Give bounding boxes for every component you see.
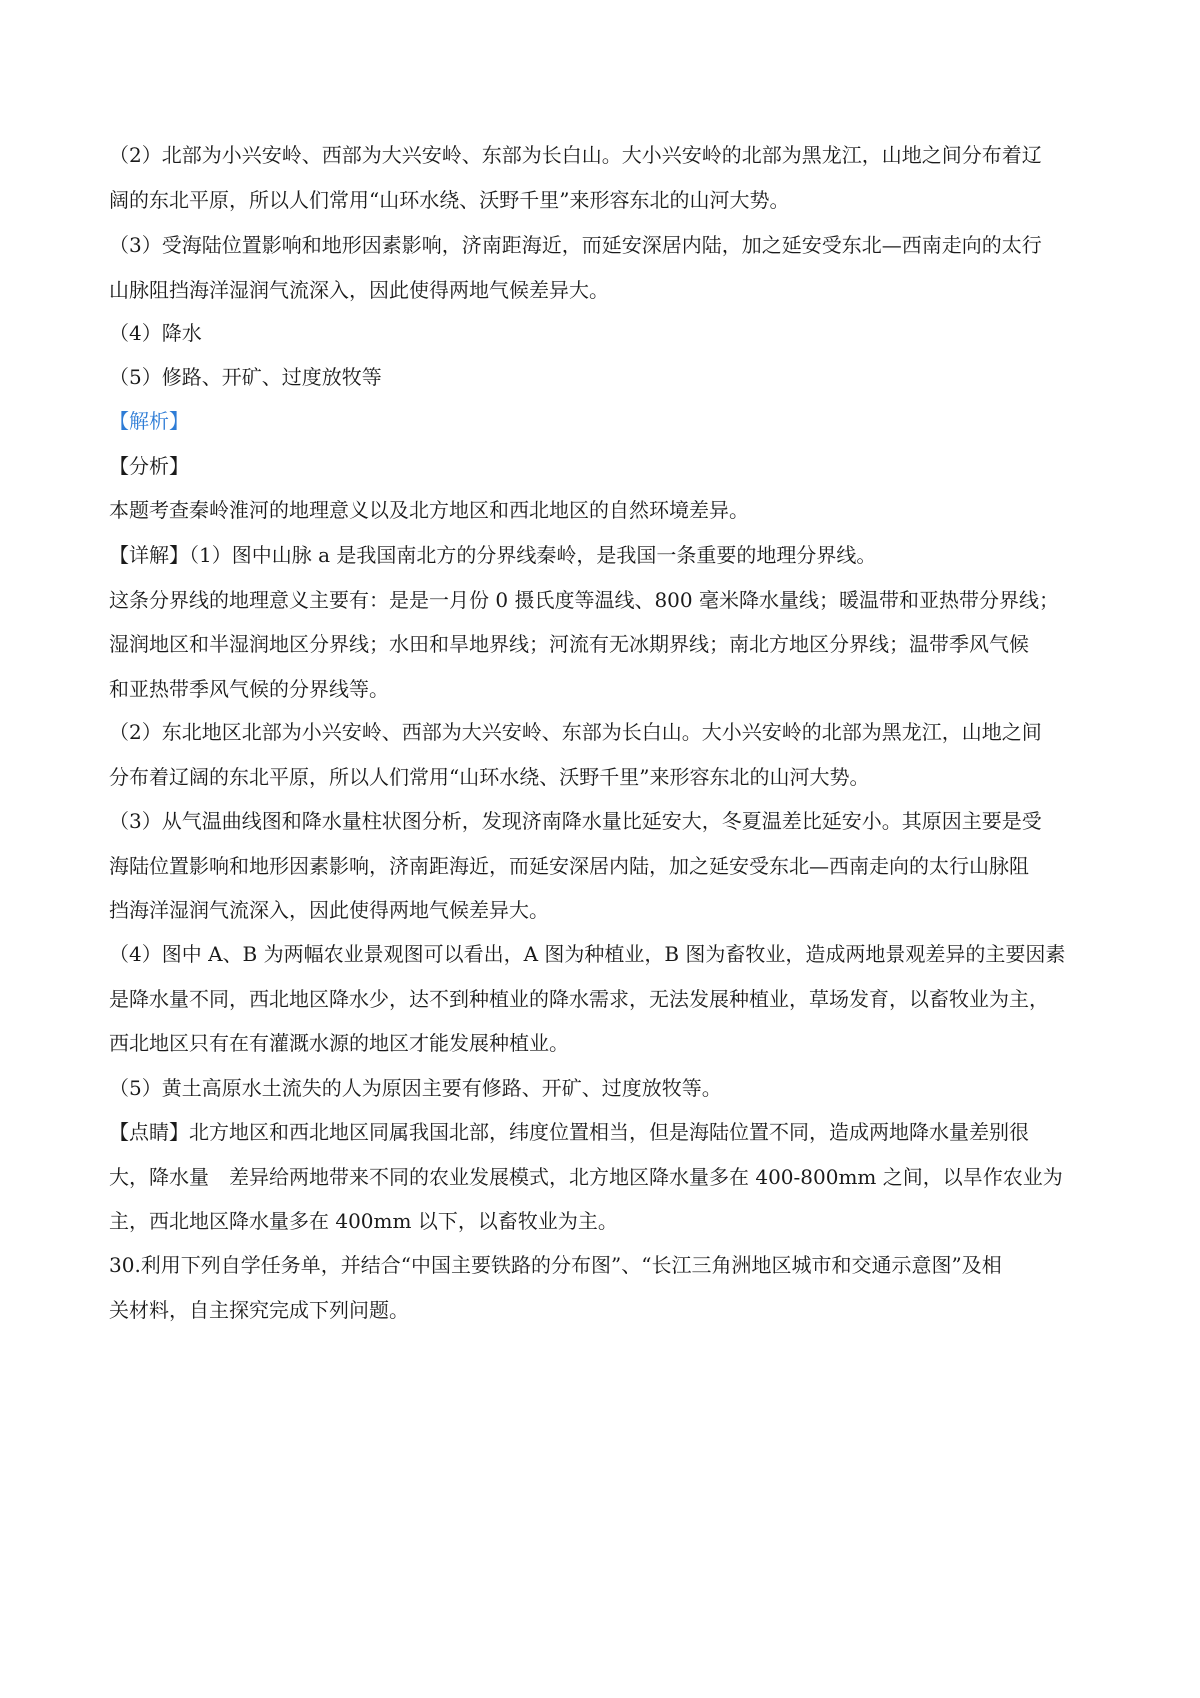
detail-1-line-3: 湿润地区和半湿润地区分界线；水田和旱地界线；河流有无冰期界线；南北方地区分界线；温带季风气候 xyxy=(109,632,1029,656)
fenxi-heading: 【分析】 xyxy=(109,454,189,478)
question-30-line-2: 关材料，自主探究完成下列问题。 xyxy=(109,1298,409,1322)
detail-3-line-3: 挡海洋湿润气流深入，因此使得两地气候差异大。 xyxy=(109,898,549,922)
analysis-tag: 【解析】 xyxy=(109,409,189,433)
detail-1-line-4: 和亚热带季风气候的分界线等。 xyxy=(109,677,389,701)
answer-2-line-2: 阔的东北平原，所以人们常用“山环水绕、沃野千里”来形容东北的山河大势。 xyxy=(109,188,790,212)
detail-2-line-1: （2）东北地区北部为小兴安岭、西部为大兴安岭、东部为长白山。大小兴安岭的北部为黑龙江，山地之间 xyxy=(109,720,1042,744)
dianjing-line-3: 主，西北地区降水量多在 400mm 以下，以畜牧业为主。 xyxy=(109,1209,618,1233)
dianjing-line-1: 【点睛】北方地区和西北地区同属我国北部，纬度位置相当，但是海陆位置不同，造成两地降水量差别很 xyxy=(109,1120,1029,1144)
detail-4-line-1: （4）图中 A、B 为两幅农业景观图可以看出，A 图为种植业，B 图为畜牧业，造成两地景观差异的主要因素 xyxy=(109,942,1066,966)
answer-2-line-1: （2）北部为小兴安岭、西部为大兴安岭、东部为长白山。大小兴安岭的北部为黑龙江，山地之间分布着辽 xyxy=(109,143,1042,167)
question-30-line-1: 30.利用下列自学任务单，并结合“中国主要铁路的分布图”、“长江三角洲地区城市和交通示意图”及相 xyxy=(109,1253,1002,1277)
detail-1-line-2: 这条分界线的地理意义主要有：是是一月份 0 摄氏度等温线、800 毫米降水量线；暖温带和亚热带分界线； xyxy=(109,588,1059,612)
detail-2-line-2: 分布着辽阔的东北平原，所以人们常用“山环水绕、沃野千里”来形容东北的山河大势。 xyxy=(109,765,870,789)
answer-5: （5）修路、开矿、过度放牧等 xyxy=(109,365,382,389)
fenxi-text: 本题考查秦岭淮河的地理意义以及北方地区和西北地区的自然环境差异。 xyxy=(109,498,749,522)
answer-3-line-1: （3）受海陆位置影响和地形因素影响，济南距海近，而延安深居内陆，加之延安受东北—西南走向的太行 xyxy=(109,233,1042,257)
answer-3-line-2: 山脉阻挡海洋湿润气流深入，因此使得两地气候差异大。 xyxy=(109,278,609,302)
detail-5: （5）黄土高原水土流失的人为原因主要有修路、开矿、过度放牧等。 xyxy=(109,1076,722,1100)
answer-4: （4）降水 xyxy=(109,321,202,345)
dianjing-line-2: 大，降水量 差异给两地带来不同的农业发展模式，北方地区降水量多在 400-800mm 之间，以旱作农业为 xyxy=(109,1165,1063,1189)
detail-1-line-1: 【详解】（1）图中山脉 a 是我国南北方的分界线秦岭，是我国一条重要的地理分界线。 xyxy=(109,543,877,567)
detail-4-line-2: 是降水量不同，西北地区降水少，达不到种植业的降水需求，无法发展种植业，草场发育，以畜牧业为主， xyxy=(109,987,1049,1011)
detail-3-line-2: 海陆位置影响和地形因素影响，济南距海近，而延安深居内陆，加之延安受东北—西南走向的太行山脉阻 xyxy=(109,854,1029,878)
detail-3-line-1: （3）从气温曲线图和降水量柱状图分析，发现济南降水量比延安大，冬夏温差比延安小。其原因主要是受 xyxy=(109,809,1042,833)
detail-4-line-3: 西北地区只有在有灌溉水源的地区才能发展种植业。 xyxy=(109,1031,569,1055)
